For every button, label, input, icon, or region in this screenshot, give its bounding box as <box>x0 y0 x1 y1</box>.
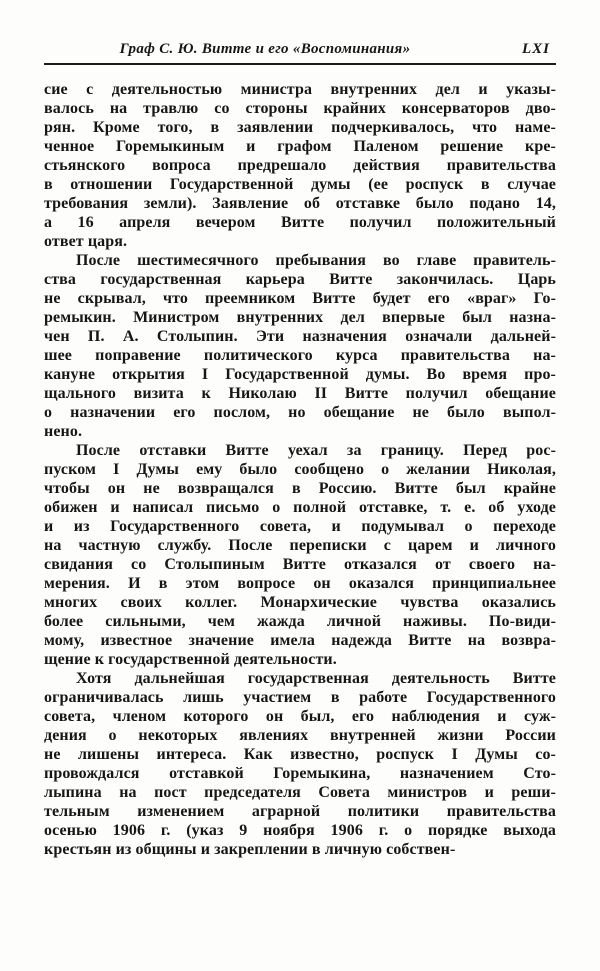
text-line: ства государственная карьера Витте закончилась. Царь <box>44 271 556 288</box>
paragraph <box>44 669 556 859</box>
text-line: свидания со Столыпиным Витте отказался от своего на- <box>44 556 556 573</box>
text-line: щение к государственной деятельности. <box>44 651 337 668</box>
paragraph <box>44 441 556 669</box>
text-line: крестьян из общины и закреплении в личную собствен- <box>44 841 456 858</box>
text-line: требования земли). Заявление об отставке было подано 14, <box>44 195 556 212</box>
text-line: совета, членом которого он был, его наблюдения и суж- <box>44 708 556 725</box>
text-line: Хотя дальнейшая государственная деятельность Витте <box>76 670 556 687</box>
text-line: тельным изменением аграрной политики правительства <box>44 803 556 820</box>
text-line: нено. <box>44 423 83 440</box>
text-line: ремыкин. Министром внутренних дел впервые был назна- <box>44 309 556 326</box>
text-line: шее поправение политического курса правительства на- <box>44 347 556 364</box>
text-line: чтобы он не возвращался в Россию. Витте был крайне <box>44 480 556 497</box>
text-line: более сильными, чем жажда личной наживы. По-види- <box>44 613 556 630</box>
paragraph <box>44 80 556 251</box>
text-line: сие с деятельностью министра внутренних дел и указы- <box>44 81 556 98</box>
text-line: многих своих коллег. Монархические чувства оказались <box>44 594 556 611</box>
text-line: мерения. И в этом вопросе он оказался принципиальнее <box>44 575 556 592</box>
paragraph <box>44 251 556 441</box>
text-line: осенью 1906 г. (указ 9 ноября 1906 г. о порядке выхода <box>44 822 556 839</box>
text-line: на частную службу. После переписки с царем и личного <box>44 537 556 554</box>
text-line: не скрывал, что преемником Витте будет его «враг» Го- <box>44 290 556 307</box>
text-line: щального визита к Николаю II Витте получил обещание <box>44 385 556 402</box>
text-line: стьянского вопроса предрешало действия правительства <box>44 157 556 174</box>
text-line: пуском I Думы ему было сообщено о желании Николая, <box>44 461 556 478</box>
text-line: мому, известное значение имела надежда Витте на возвра- <box>44 632 556 649</box>
running-head <box>44 40 556 60</box>
page-body <box>44 80 556 859</box>
text-line: После шестимесячного пребывания во главе правитель- <box>76 252 556 269</box>
text-line: валось на травлю со стороны крайних консерваторов дво- <box>44 100 556 117</box>
text-line: чен П. А. Столыпин. Эти назначения означали дальней- <box>44 328 556 345</box>
text-line: провождался отставкой Горемыкина, назначением Сто- <box>44 765 556 782</box>
text-line: дения о некоторых явлениях внутренней жизни России <box>44 727 556 744</box>
text-line: в отношении Государственной думы (ее роспуск в случае <box>44 176 556 193</box>
text-line: рян. Кроме того, в заявлении подчеркивалось, что наме- <box>44 119 556 136</box>
text-line: и из Государственного совета, и подумывал о переходе <box>44 518 556 535</box>
text-line: ответ царя. <box>44 233 128 250</box>
running-title: Граф С. Ю. Витте и его «Воспоминания» <box>119 41 411 57</box>
text-line: а 16 апреля вечером Витте получил положительный <box>44 214 556 231</box>
page-number: LXI <box>521 41 550 57</box>
text-line: обижен и написал письмо о полной отставке, т. е. об уходе <box>44 499 556 516</box>
text-line: ограничивалась лишь участием в работе Государственного <box>44 689 556 706</box>
text-line: ченное Горемыкиным и графом Паленом решение кре- <box>44 138 556 155</box>
text-line: не лишены интереса. Как известно, роспуск I Думы со- <box>44 746 556 763</box>
text-line: После отставки Витте уехал за границу. Перед рос- <box>76 442 556 459</box>
text-line: о назначении его послом, но обещание не было выпол- <box>44 404 556 421</box>
text-line: лыпина на пост председателя Совета министров и реши- <box>44 784 556 801</box>
text-line: кануне открытия I Государственной думы. Во время про- <box>44 366 556 383</box>
header-rule <box>44 63 556 65</box>
